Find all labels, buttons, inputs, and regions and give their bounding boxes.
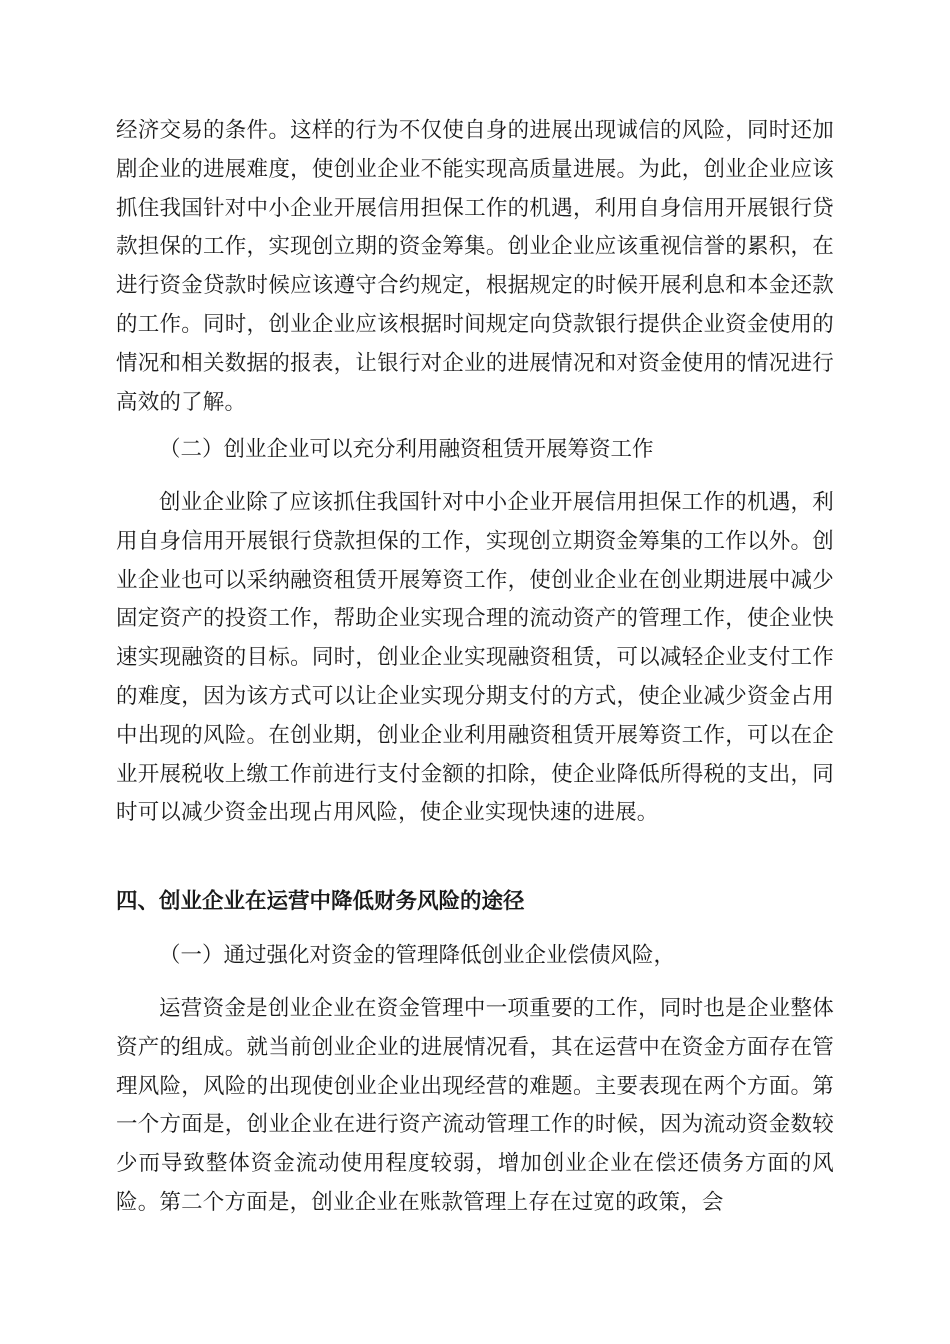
section-subheading: （二）创业企业可以充分利用融资租赁开展筹资工作	[159, 437, 654, 462]
section-heading: 四、创业企业在运营中降低财务风险的途径	[116, 889, 525, 914]
section-subheading: （一）通过强化对资金的管理降低创业企业偿债风险，	[159, 943, 676, 968]
body-paragraph: 经济交易的条件。这样的行为不仅使自身的进展出现诚信的风险，同时还加剧企业的进展难度，使创业企业不能实现高质量进展。为此，创业企业应该抓住我国针对中小企业开展信用担保工作的机遇，利用自身信用开展银行贷款担保的工作，实现创立期的资金筹集。创业企业应该重视信誉的累积，在进行资金贷款时候应该遵守合约规定，根据规定的时候开展利息和本金还款的工作。同时，创业企业应该根据时间规定向贷款银行提供企业资金使用的情况和相关数据的报表，让银行对企业的进展情况和对资金使用的情况进行高效的了解。	[116, 118, 834, 415]
body-paragraph: 运营资金是创业企业在资金管理中一项重要的工作，同时也是企业整体资产的组成。就当前创业企业的进展情况看，其在运营中在资金方面存在管理风险，风险的出现使创业企业出现经营的难题。主要表现在两个方面。第一个方面是，创业企业在进行资产流动管理工作的时候，因为流动资金数较少而导致整体资金流动使用程度较弱，增加创业企业在偿还债务方面的风险。第二个方面是，创业企业在账款管理上存在过宽的政策，会	[116, 996, 834, 1215]
body-paragraph: 创业企业除了应该抓住我国针对中小企业开展信用担保工作的机遇，利用自身信用开展银行贷款担保的工作，实现创立期资金筹集的工作以外。创业企业也可以采纳融资租赁开展筹资工作，使创业企业在创业期进展中减少固定资产的投资工作，帮助企业实现合理的流动资产的管理工作，使企业快速实现融资的目标。同时，创业企业实现融资租赁，可以减轻企业支付工作的难度，因为该方式可以让企业实现分期支付的方式，使企业减少资金占用中出现的风险。在创业期，创业企业利用融资租赁开展筹资工作，可以在企业开展税收上缴工作前进行支付金额的扣除，使企业降低所得税的支出，同时可以减少资金出现占用风险，使企业实现快速的进展。	[116, 490, 834, 826]
